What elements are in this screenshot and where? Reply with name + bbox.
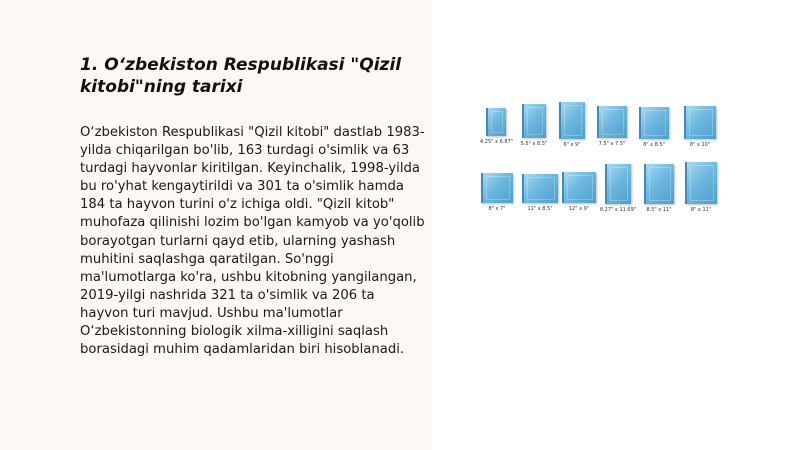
book-cover <box>644 164 674 213</box>
book-size-label: 8" x 7" <box>488 206 506 212</box>
book-cover <box>522 174 558 212</box>
book-cover <box>562 172 596 212</box>
slide-body-text: O‘zbekiston Respublikasi "Qizil kitobi" dastlab 1983-yilda chiqarilgan bo'lib, 163 turdagi o'simlik va 63 turdagi hayvonlar kiritilgan. Keyinchalik, 1998-yilda bu ro'yhat kengaytirildi va 301 ta o'simlik hamda 184 ta hayvon turini o'z ichiga oldi. "Qizil kitob" muhofaza qilinishi lozim bo'lgan kamyob va yo'qolib borayotgan turlarni qayd etib, ularning yashash muhitini saqlashga qaratilgan. So'nggi ma'lumotlarga ko'ra, ushbu kitobning yangilangan, 2019-yilgi nashrida 321 ta o'simlik va 206 ta hayvon turi mavjud. Ushbu ma'lumotlar O‘zbekistonning biologik xilma-xilligini saqlash borasidagi muhim qadamlaridan biri hisoblanadi. <box>80 125 425 358</box>
book-size-label: 6" x 9" <box>563 142 581 148</box>
book-size-label: 8" x 8.5" <box>643 142 665 148</box>
book-cover <box>520 104 548 147</box>
book-size-label: 8.5" x 11" <box>646 207 672 213</box>
book-size-label: 8.27" x 11.69" <box>599 207 637 213</box>
book-size-label: 7.5" x 7.5" <box>598 141 626 147</box>
book-sizes-image <box>478 98 734 228</box>
book-cover <box>559 102 585 148</box>
book-size-label: 8" x 11" <box>690 207 712 213</box>
book-size-label: 8" x 10" <box>689 142 711 148</box>
book-cover <box>597 106 627 147</box>
book-size-label: 4.25" x 6.87" <box>480 139 514 145</box>
book-cover <box>599 164 637 213</box>
book-size-label: 12" x 9" <box>568 206 590 212</box>
slide-title: 1. O‘zbekiston Respublikasi "Qizil kitobi"ning tarixi <box>80 55 402 97</box>
book-cover <box>481 173 513 212</box>
book-size-label: 5.5" x 8.5" <box>520 141 548 147</box>
book-cover <box>684 106 716 148</box>
book-cover <box>480 108 514 145</box>
book-size-label: 11" x 8.5" <box>527 206 553 212</box>
book-cover <box>639 107 669 148</box>
book-cover <box>685 162 717 213</box>
